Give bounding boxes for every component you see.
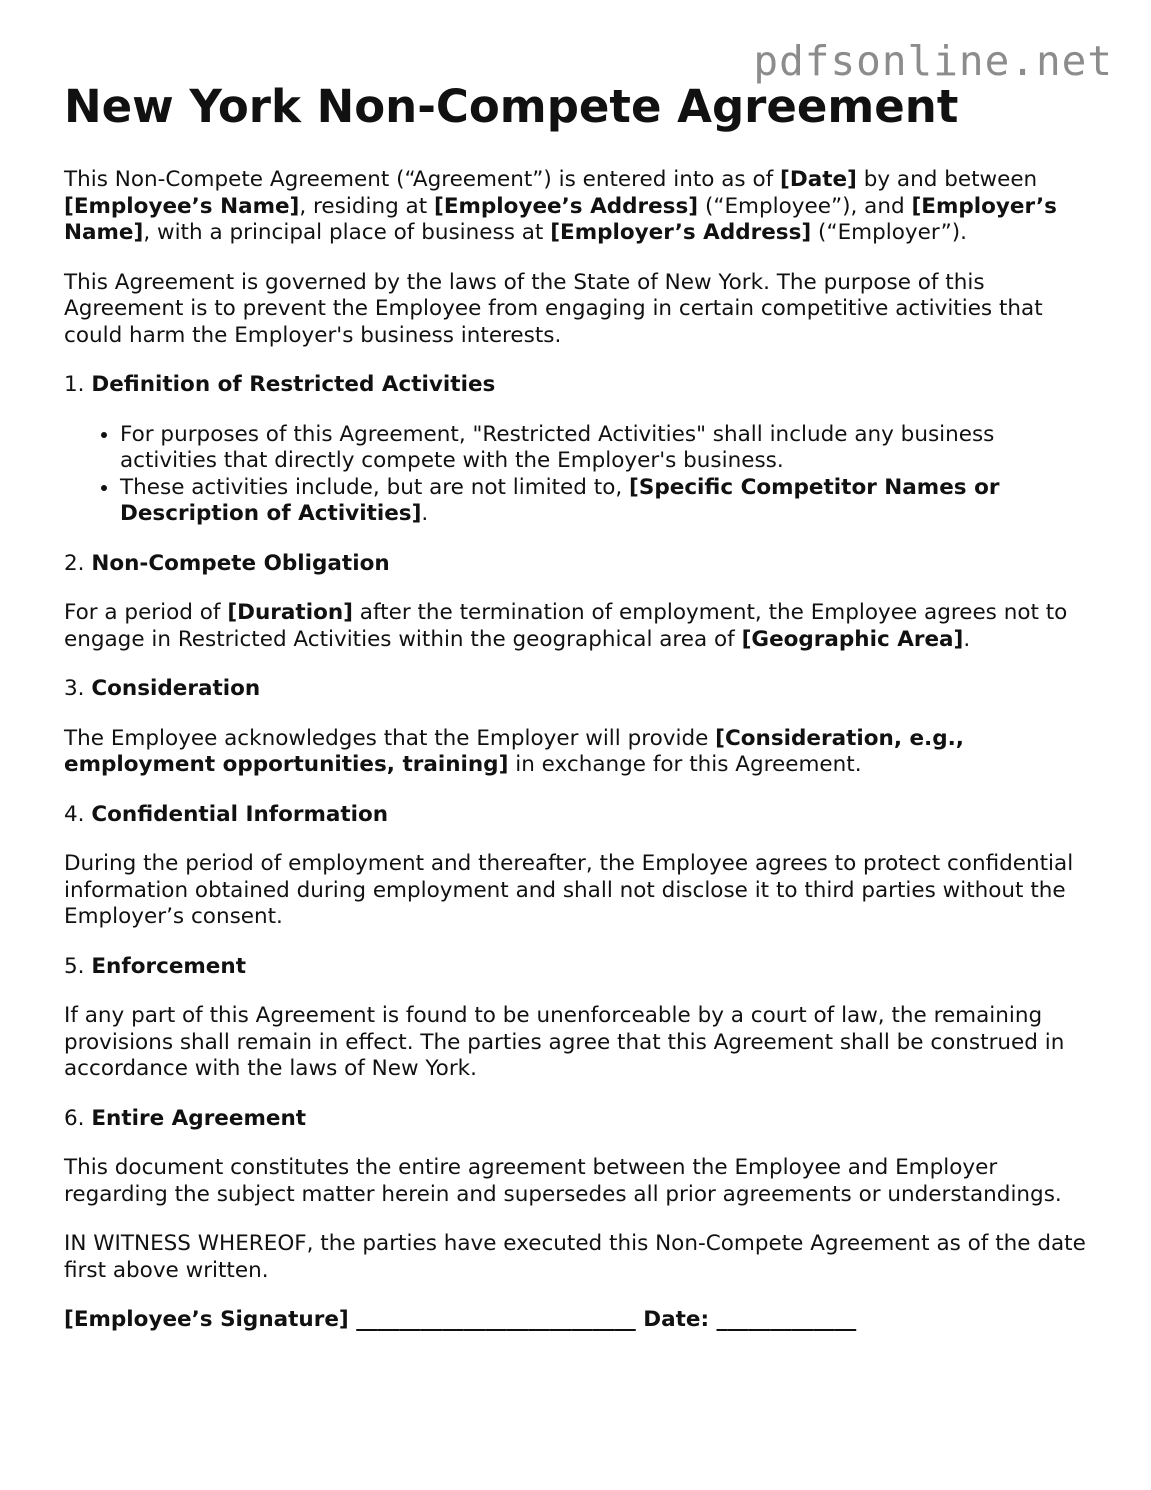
section-5-body: If any part of this Agreement is found to be unenforceable by a court of law, the remaining provisions shall remain in effect. The parties agree that this Agreement shall be construed in accordance with the laws of New York. — [64, 1003, 1065, 1081]
body-text: For a period of — [64, 600, 228, 625]
body-text: after the termination of employment, the Employee agrees not to engage in Restricted Activities within the geographical area of — [64, 600, 1068, 652]
section-2-body — [64, 600, 1091, 653]
date-blank: _____________ — [716, 1307, 857, 1332]
intro-text: (“Employer”). — [811, 220, 967, 245]
signature-blank: __________________________ — [356, 1307, 636, 1332]
signature-label: [Employee’s Signature] — [64, 1307, 349, 1332]
date-field: [Date] — [780, 167, 857, 192]
list-item-text: These activities include, but are not limited to, — [120, 474, 630, 500]
document-body — [64, 167, 1091, 1357]
section-title: Non-Compete Obligation — [91, 550, 390, 576]
body-text: The Employee acknowledges that the Employer will provide — [64, 725, 716, 751]
geographic-area-field: [Geographic Area] — [741, 626, 964, 652]
employee-address-field: [Employee’s Address] — [434, 193, 699, 219]
section-2-heading — [64, 551, 1091, 578]
section-title: Definition of Restricted Activities — [91, 372, 496, 397]
intro-text: , with a principal place of business at — [143, 220, 551, 245]
section-number: 1. — [64, 372, 92, 397]
intro-text: by and between — [856, 167, 1038, 192]
watermark-text: pdfsonline.net — [753, 37, 1113, 85]
section-number: 6. — [64, 1105, 92, 1131]
section-number: 3. — [64, 676, 92, 701]
document-title: New York Non-Compete Agreement — [64, 80, 959, 133]
employer-address-field: [Employer’s Address] — [550, 220, 812, 245]
section-4-heading — [64, 802, 1091, 829]
employee-name-field: [Employee’s Name] — [64, 193, 300, 219]
section-number: 2. — [64, 550, 92, 576]
section-title: Consideration — [91, 676, 261, 701]
witness-paragraph: IN WITNESS WHEREOF, the parties have executed this Non-Compete Agreement as of the date first above written. — [64, 1231, 1086, 1283]
section-1-heading — [64, 372, 1091, 399]
duration-field: [Duration] — [227, 600, 353, 625]
section-5-heading — [64, 954, 1091, 981]
list-item: • For purposes of this Agreement, "Restricted Activities" shall include any business activities that directly compete with the Employer's business. — [120, 422, 1091, 475]
intro-text: (“Employee”), and — [698, 193, 912, 219]
section-3-body — [64, 726, 1091, 779]
body-text: in exchange for this Agreement. — [508, 752, 862, 777]
section-6-heading — [64, 1106, 1091, 1133]
signature-line — [64, 1307, 1091, 1334]
intro-text: This Non-Compete Agreement (“Agreement”) is entered into as of — [64, 167, 781, 192]
section-4-body: During the period of employment and thereafter, the Employee agrees to protect confidential information obtained during employment and shall not disclose it to third parties without the Employer’s consent. — [64, 851, 1074, 929]
competitor-field: [Specific Competitor Names or Description of Activities] — [120, 474, 1000, 526]
section-title: Confidential Information — [91, 801, 389, 827]
purpose-paragraph: This Agreement is governed by the laws of the State of New York. The purpose of this Agreement is to prevent the Employee from engaging in certain competitive activities that could harm the Employer's business interests. — [64, 269, 1043, 348]
section-title: Enforcement — [91, 953, 246, 979]
intro-text: , residing at — [299, 193, 434, 219]
body-text: . — [963, 626, 971, 652]
section-3-heading — [64, 676, 1091, 703]
section-number: 5. — [64, 953, 92, 979]
date-label: Date: — [643, 1307, 710, 1332]
list-item — [120, 475, 1091, 528]
intro-paragraph — [64, 167, 1091, 247]
consideration-field: [Consideration, e.g., employment opportunities, training] — [64, 725, 964, 777]
section-title: Entire Agreement — [91, 1105, 307, 1131]
section-number: 4. — [64, 801, 92, 827]
employer-name-field: [Employer’s Name] — [64, 193, 1057, 245]
section-6-body: This document constitutes the entire agreement between the Employee and Employer regarding the subject matter herein and supersedes all prior agreements or understandings. — [64, 1155, 1062, 1207]
list-item-text: . — [421, 501, 429, 526]
restricted-activities-list — [64, 422, 1091, 528]
